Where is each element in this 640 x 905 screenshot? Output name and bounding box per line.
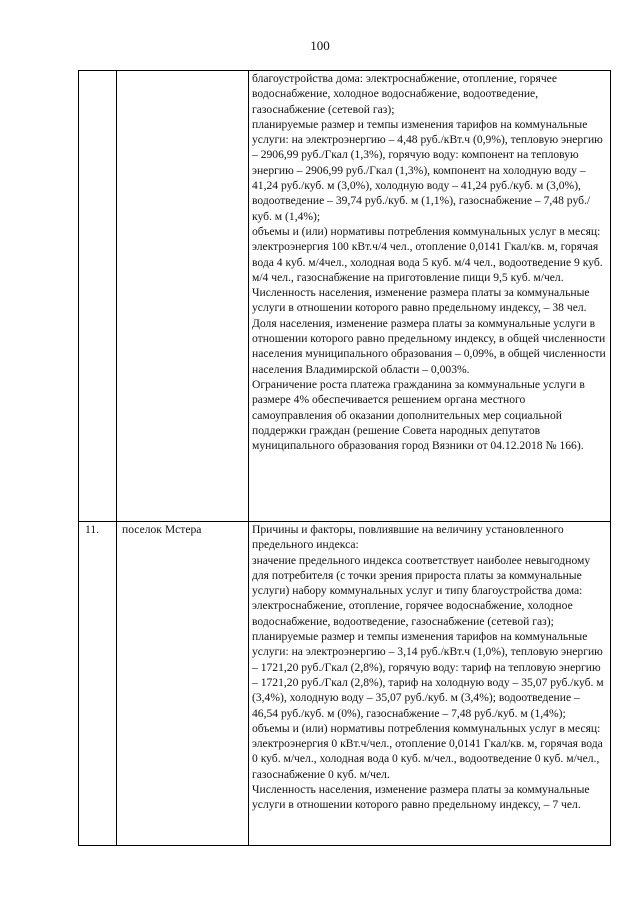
paragraph: Доля населения, изменение размера платы за коммунальные услуги в отношении которого равно предельному индексу, в общей численности населения муниципального образования – 0,09%, в общей численности населения Владимирской области – 0,003%.: [252, 316, 606, 376]
settlement-name-cell: поселок Мстера: [117, 522, 249, 846]
paragraph: планируемые размер и темпы изменения тарифов на коммунальные услуги: на электроэнергию – 3,14 руб./кВт.ч (1,0%), тепловую энергию – 1721,20 руб./Гкал (2,8%), горячую воду: тариф на тепловую энергию – 1721,20 руб./Гкал (2,8%), тариф на холодную воду – 35,07 руб./куб. м (3,4%), холодную воду – 35,07 руб./куб. м (3,4%); водоотведение – 46,54 руб./куб. м (0%), газоснабжение – 7,48 руб./куб. м (1,4%);: [252, 630, 604, 720]
paragraph: объемы и (или) нормативы потребления коммунальных услуг в месяц: электроэнергия 0 кВт.ч/чел., отопление 0,0141 Гкал/кв. м, горячая вода 0 куб. м/чел., холодная вода 0 куб. м/чел., водоотведение 0 куб. м/чел., газоснабжение 0 куб. м/чел.: [252, 721, 603, 781]
settlement-name-cell: [117, 71, 249, 522]
paragraph: благоустройства дома: электроснабжение, отопление, горячее водоснабжение, холодное водоснабжение, водоотведение, газоснабжение (сетевой газ);: [252, 72, 557, 116]
table-row-11: [79, 522, 611, 846]
paragraph: значение предельного индекса соответствует наиболее невыгодному для потребителя (с точки зрения прироста платы за коммунальные услуги) набору коммунальных услуг и типу благоустройства дома: электроснабжение, отопление, горячее водоснабжение, холодное водоснабжение, водоотведение, газоснабжение (сетевой газ);: [252, 553, 591, 628]
paragraph: Ограничение роста платежа гражданина за коммунальные услуги в размере 4% обеспечивается решением органа местного самоуправления об оказании дополнительных мер социальной поддержки граждан (решение Совета народных депутатов муниципального образования город Вязники от 04.12.2018 № 166).: [252, 377, 585, 453]
table-row-continued: [79, 71, 611, 522]
paragraph: объемы и (или) нормативы потребления коммунальных услуг в месяц: электроэнергия 100 кВт.ч/4 чел., отопление 0,0141 Гкал/кв. м, горячая вода 4 куб. м/4чел., холодная вода 5 куб. м/4 чел., водоотведение 9 куб. м/4 чел., газоснабжение на приготовление пищи 9,5 куб. м/чел.: [252, 224, 603, 284]
paragraph: планируемые размер и темпы изменения тарифов на коммунальные услуги: на электроэнергию – 4,48 руб./кВт.ч (0,9%), тепловую энергию – 2906,99 руб./Гкал (1,3%), горячую воду: компонент на тепловую энергию – 2906,99 руб./Гкал (1,3%), компонент на холодную воду – 41,24 руб./куб. м (3,0%), холодную воду – 41,24 руб./куб. м (3,0%), водоотведение – 39,74 руб./куб. м (1,1%), газоснабжение – 7,48 руб./куб. м (1,4%);: [252, 117, 603, 223]
page-number: 100: [310, 38, 330, 53]
description-cell: [249, 71, 611, 522]
tariff-table: [78, 70, 611, 846]
row-number-cell: [79, 71, 117, 522]
row-number-cell: 11.: [79, 522, 117, 846]
paragraph: Численность населения, изменение размера платы за коммунальные услуги в отношении которого равно предельному индексу, – 38 чел.: [252, 286, 590, 315]
paragraph: Причины и факторы, повлиявшие на величину установленного предельного индекса:: [252, 523, 564, 552]
description-cell: [249, 522, 611, 846]
paragraph: Численность населения, изменение размера платы за коммунальные услуги в отношении которого равно предельному индексу, – 7 чел.: [252, 783, 590, 812]
